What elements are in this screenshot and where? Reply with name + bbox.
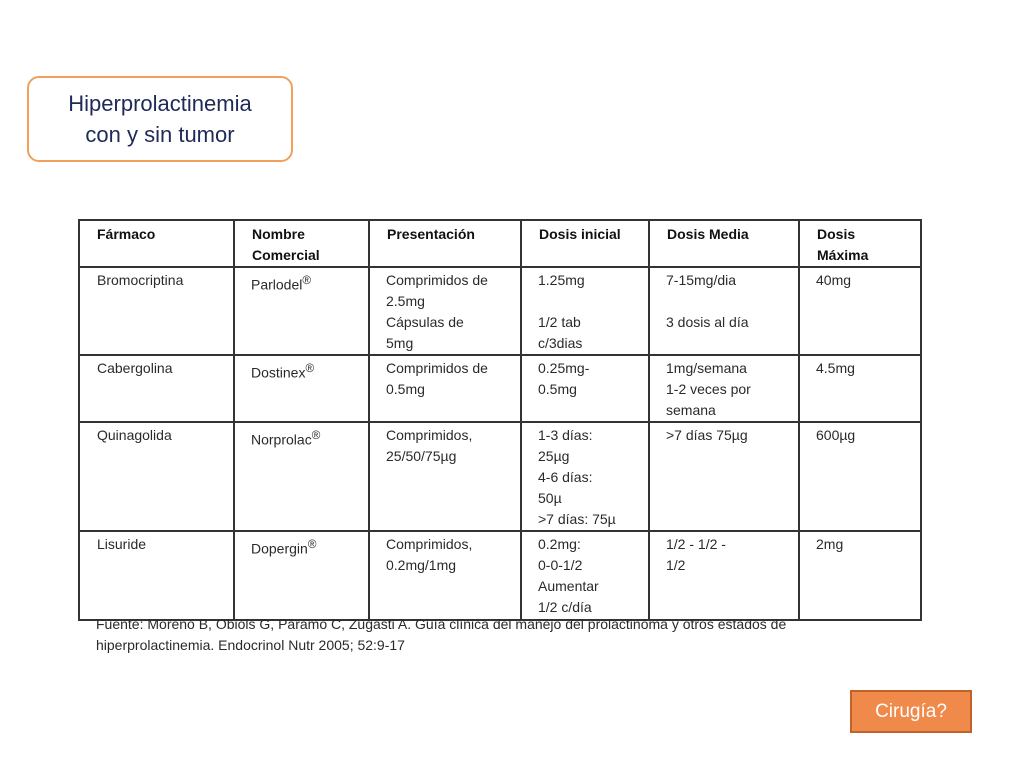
cell-dosis-inicial: 0.2mg: 0-0-1/2 Aumentar 1/2 c/día — [521, 531, 649, 620]
source-line-1: Fuente: Moreno B, Obiols G, Páramo C, Zugasti A. Guía clínica del manejo del prolactinoma y otros estados de — [96, 616, 787, 632]
header-farmaco: Fármaco — [79, 220, 234, 267]
cell-dosis-inicial: 1-3 días: 25µg 4-6 días: 50µ >7 días: 75µ — [521, 422, 649, 531]
cell-farmaco: Quinagolida — [79, 422, 234, 531]
cell-farmaco: Cabergolina — [79, 355, 234, 422]
surgery-button[interactable] — [850, 690, 972, 733]
table-row — [79, 422, 921, 531]
cell-presentacion: Comprimidos, 25/50/75µg — [369, 422, 521, 531]
cell-farmaco: Bromocriptina — [79, 267, 234, 355]
cell-nombre: Dostinex® — [234, 355, 369, 422]
cell-dosis-maxima: 2mg — [799, 531, 921, 620]
cell-dosis-inicial: 0.25mg- 0.5mg — [521, 355, 649, 422]
cell-dosis-media: 1/2 - 1/2 - 1/2 — [649, 531, 799, 620]
table-header-row — [79, 220, 921, 267]
cell-dosis-media: 7-15mg/dia 3 dosis al día — [649, 267, 799, 355]
drug-table — [78, 219, 922, 621]
title-line-2: con y sin tumor — [85, 122, 235, 147]
header-dosis-maxima: Dosis Máxima — [799, 220, 921, 267]
header-dosis-media: Dosis Media — [649, 220, 799, 267]
table-row — [79, 531, 921, 620]
cell-nombre: Parlodel® — [234, 267, 369, 355]
table-row — [79, 355, 921, 422]
header-presentacion: Presentación — [369, 220, 521, 267]
source-line-2: hiperprolactinemia. Endocrinol Nutr 2005; 52:9-17 — [96, 637, 405, 653]
cell-farmaco: Lisuride — [79, 531, 234, 620]
cell-presentacion: Comprimidos de 2.5mg Cápsulas de 5mg — [369, 267, 521, 355]
title-line-1: Hiperprolactinemia — [68, 91, 252, 116]
cell-presentacion: Comprimidos, 0.2mg/1mg — [369, 531, 521, 620]
cell-dosis-maxima: 600µg — [799, 422, 921, 531]
header-nombre-comercial: Nombre Comercial — [234, 220, 369, 267]
surgery-button-label: Cirugía? — [875, 700, 947, 722]
cell-dosis-maxima: 4.5mg — [799, 355, 921, 422]
cell-nombre: Norprolac® — [234, 422, 369, 531]
cell-dosis-media: 1mg/semana 1-2 veces por semana — [649, 355, 799, 422]
header-dosis-inicial: Dosis inicial — [521, 220, 649, 267]
title-box — [27, 76, 293, 162]
cell-dosis-maxima: 40mg — [799, 267, 921, 355]
table-row — [79, 267, 921, 355]
cell-dosis-inicial: 1.25mg 1/2 tab c/3dias — [521, 267, 649, 355]
cell-dosis-media: >7 días 75µg — [649, 422, 799, 531]
source-citation — [96, 614, 916, 656]
cell-nombre: Dopergin® — [234, 531, 369, 620]
cell-presentacion: Comprimidos de 0.5mg — [369, 355, 521, 422]
